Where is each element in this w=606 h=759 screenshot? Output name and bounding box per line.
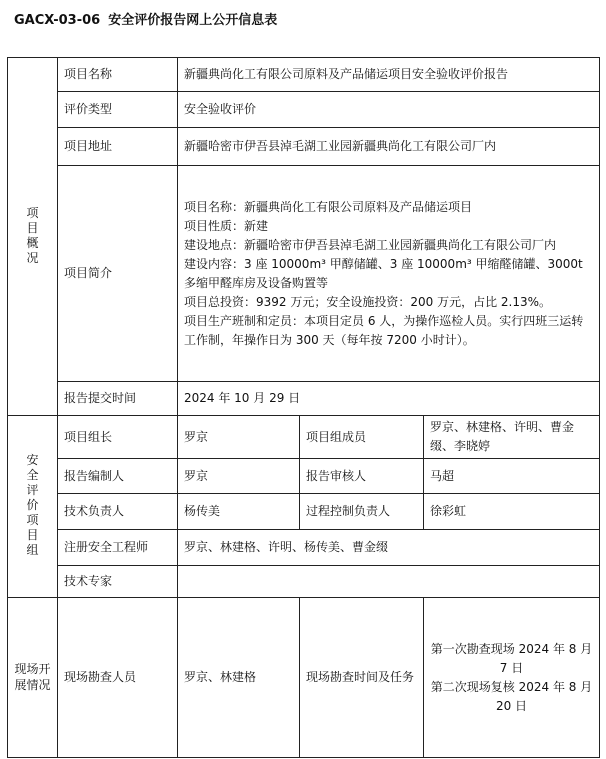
intro-line-name: 项目名称：新疆典尚化工有限公司原料及产品储运项目 [184,199,473,214]
leader-value: 罗京 [178,416,300,459]
info-table [7,57,600,758]
table-row [8,58,600,92]
table-row [8,166,600,382]
experts-label: 技术专家 [58,566,178,598]
engineers-value: 罗京、林建格、许明、杨传美、曹金缀 [178,530,600,566]
site-time-value [424,598,600,758]
table-row [8,530,600,566]
section-team [8,416,58,598]
eval-type-value: 安全验收评价 [178,92,600,128]
tech-lead-label: 技术负责人 [58,494,178,530]
project-name-label: 项目名称 [58,58,178,92]
intro-label: 项目简介 [58,166,178,382]
table-row [8,566,600,598]
tech-lead-value: 杨传美 [178,494,300,530]
process-label: 过程控制负责人 [300,494,424,530]
section-site [8,598,58,758]
section-site-label: 现场开展情况 [14,661,51,692]
site-visit-1: 第一次勘查现场 2024 年 8 月 7 日 [430,641,593,675]
intro-value [178,166,600,382]
table-row [8,494,600,530]
address-value: 新疆哈密市伊吾县淖毛湖工业园新疆典尚化工有限公司厂内 [178,128,600,166]
submit-value: 2024 年 10 月 29 日 [178,382,600,416]
site-time-label: 现场勘查时间及任务 [300,598,424,758]
reviewer-label: 报告审核人 [300,459,424,494]
intro-line-nature: 项目性质：新建 [184,218,269,233]
table-row [8,598,600,758]
author-value: 罗京 [178,459,300,494]
members-label: 项目组成员 [300,416,424,459]
document-title [14,9,277,28]
section-overview [8,58,58,416]
intro-line-content: 建设内容：3 座 10000m³ 甲醇储罐、3 座 10000m³ 甲缩醛储罐、3000t 多缩甲醛库房及设备购置等 [184,256,583,290]
document-title-text: 安全评价报告网上公开信息表 [108,13,278,28]
table-row [8,459,600,494]
site-staff-label: 现场勘查人员 [58,598,178,758]
engineers-label: 注册安全工程师 [58,530,178,566]
site-staff-value: 罗京、林建格 [178,598,300,758]
intro-line-investment: 项目总投资：9392 万元；安全设施投资：200 万元，占比 2.13%。 [184,294,552,309]
table-row [8,128,600,166]
table-row [8,416,600,459]
experts-value [178,566,600,598]
intro-line-staffing: 项目生产班制和定员：本项目定员 6 人，为操作巡检人员。实行四班三运转工作制，年操作日为 300 天（每年按 7200 小时计）。 [184,313,584,347]
reviewer-value: 马超 [424,459,600,494]
section-overview-label: 项目概况 [26,205,39,265]
site-visit-2: 第二次现场复核 2024 年 8 月 20 日 [430,679,593,713]
submit-label: 报告提交时间 [58,382,178,416]
author-label: 报告编制人 [58,459,178,494]
members-value: 罗京、林建格、许明、曹金缀、李晓婷 [424,416,600,459]
leader-label: 项目组长 [58,416,178,459]
project-name-value: 新疆典尚化工有限公司原料及产品储运项目安全验收评价报告 [178,58,600,92]
address-label: 项目地址 [58,128,178,166]
eval-type-label: 评价类型 [58,92,178,128]
document-code: GACX-03-06 [14,13,101,28]
section-team-label: 安全评价项目组 [26,453,39,557]
process-value: 徐彩虹 [424,494,600,530]
intro-line-location: 建设地点：新疆哈密市伊吾县淖毛湖工业园新疆典尚化工有限公司厂内 [184,237,557,252]
table-row [8,92,600,128]
table-row [8,382,600,416]
